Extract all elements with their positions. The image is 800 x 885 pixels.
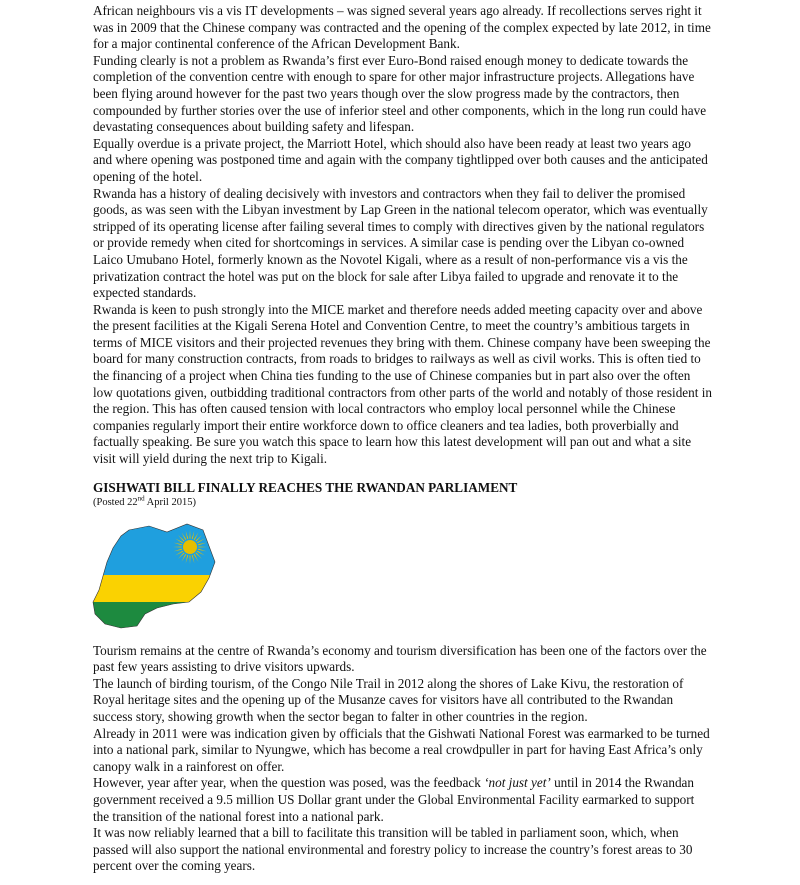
article2-paragraph-5: It was now reliably learned that a bill to facilitate this transition will be tabled in parliament soon, which, when passed will also support the national environmental and forestry policy to increase the country’s forest areas to 30 percent over the coming years. <box>93 825 693 874</box>
article2-paragraph-1: Tourism remains at the centre of Rwanda’s economy and tourism diversification has been one of the factors over the past few years assisting to drive visitors upwards. <box>93 642 707 675</box>
posted-date-sup: nd <box>137 494 145 503</box>
paragraph-4-after: until in 2014 the Rwandan government received a 9.5 million US Dollar grant under the Global Environmental Facility earmarked to support the transition of the national forest into a national park. <box>93 775 695 824</box>
article2-paragraph-2: The launch of birding tourism, of the Congo Nile Trail in 2012 along the shores of Lake Kivu, the restoration of Royal heritage sites and the opening up of the Musanze caves for visitors have all contributed to the Rwandan success story, showing growth when the sector began to falter in other countries in the region. <box>93 675 684 724</box>
flag-yellow-band <box>91 575 221 602</box>
flag-sun <box>173 530 207 564</box>
document-page <box>93 3 713 875</box>
article2-heading: GISHWATI BILL FINALLY REACHES THE RWANDAN PARLIAMENT <box>93 479 518 495</box>
posted-date-prefix: (Posted 22 <box>93 496 138 508</box>
article1-paragraph-3: Equally overdue is a private project, the Marriott Hotel, which should also have been ready at least two years ago and where opening was postponed time and again with the company tightlipped over both causes and the anticipated opening of the hotel. <box>93 135 708 184</box>
article1-paragraph-5: Rwanda is keen to push strongly into the MICE market and therefore needs added meeting capacity over and above the present facilities at the Kigali Serena Hotel and Convention Centre, to meet the country’s ambitious targets in terms of MICE visitors and their projected revenues they bring with them. Chinese company have been sweeping the board for many construction contracts, from roads to bridges to railways as well as civil works. This is often tied to the financing of a project when China ties funding to the use of Chinese companies but in part also over the often low quotations given, outbidding traditional contractors from other parts of the world and notably of those resident in the region. This has often caused tension with local contractors who employ local personnel while the Chinese companies regularly import their entire workforce down to office cleaners and tea ladies, both proverbially and factually speaking. Be sure you watch this space to learn how this latest development will pan out and what a site visit will yield during the next trip to Kigali. <box>93 301 712 467</box>
article1-paragraph-2: Funding clearly is not a problem as Rwanda’s first ever Euro-Bond raised enough money to dedicate towards the completion of the convention centre with enough to spare for other major infrastructure projects. Allegations have been flying around however for the past two years though over the slow progress made by the contractors, then compounded by further stories over the use of inferior steel and other components, which in the long run could have devastating consequences about building safety and lifespan. <box>93 52 707 135</box>
rwanda-flag-map-icon <box>93 522 713 629</box>
paragraph-4-before: However, year after year, when the question was posed, was the feedback <box>93 775 485 791</box>
article2-paragraph-3: Already in 2011 were was indication given by officials that the Gishwati National Forest was earmarked to be turned into a national park, similar to Nyungwe, which has become a real crowdpuller in part for having East Africa’s only canopy walk in a rainforest on offer. <box>93 725 710 774</box>
flag-green-band <box>91 602 221 629</box>
posted-date-suffix: April 2015) <box>144 496 196 508</box>
paragraph-4-italic-quote: ‘not just yet’ <box>484 775 551 791</box>
article1-paragraph-1: African neighbours vis a vis IT developments – was signed several years ago already. If recollections serves right it was in 2009 that the Chinese company was contracted and the opening of the complex expected by late 2012, in time for a major continental conference of the African Development Bank. <box>93 3 711 52</box>
article2-paragraph-4 <box>93 775 713 825</box>
article1-paragraph-4: Rwanda has a history of dealing decisively with investors and contractors when they fail to deliver the promised goods, as was seen with the Libyan investment by Lap Green in the national telecom operator, which was eventually stripped of its operating license after failing several times to comply with directives given by the national regulators or provide remedy when cited for shortcomings in services. A similar case is pending over the Libyan co-owned Laico Umubano Hotel, formerly known as the Novotel Kigali, where as a result of non-performance vis a vis the privatization contract the hotel was put on the block for sale after Libya failed to upgrade and renovate it to the expected standards. <box>93 185 708 301</box>
sun-disc <box>183 540 197 554</box>
flag-blue-band <box>91 522 221 575</box>
posted-date <box>93 496 713 509</box>
